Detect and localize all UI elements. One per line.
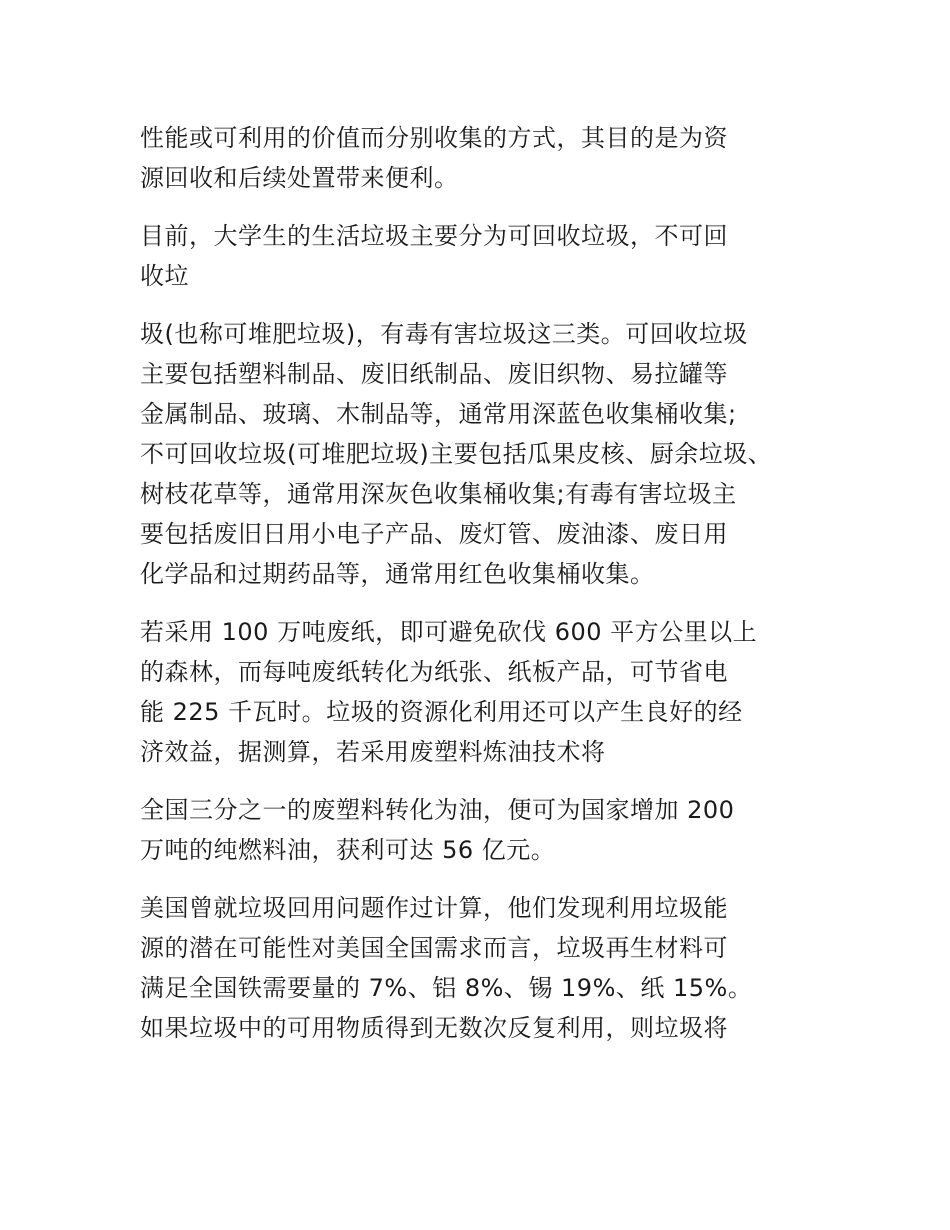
text-line: 济效益，据测算，若采用废塑料炼油技术将 [140, 738, 606, 766]
text-line: 若采用 100 万吨废纸，即可避免砍伐 600 平方公里以上 [140, 618, 758, 646]
paragraph-sorting-purpose [140, 118, 840, 198]
paragraph-waste-categories-intro [140, 216, 840, 296]
text-line: 如果垃圾中的可用物质得到无数次反复利用，则垃圾将 [140, 1014, 728, 1042]
text-line: 美国曾就垃圾回用问题作过计算，他们发现利用垃圾能 [140, 894, 728, 922]
text-line: 万吨的纯燃料油，获利可达 56 亿元。 [140, 836, 556, 864]
text-line: 不可回收垃圾(可堆肥垃圾)主要包括瓜果皮核、厨余垃圾、 [140, 440, 773, 468]
paragraph-waste-categories-detail [140, 314, 840, 594]
text-line: 目前，大学生的生活垃圾主要分为可回收垃圾，不可回 [140, 222, 728, 250]
text-line: 要包括废旧日用小电子产品、废灯管、废油漆、废日用 [140, 520, 728, 548]
paragraph-recycling-benefits [140, 612, 840, 772]
text-line: 全国三分之一的废塑料转化为油，便可为国家增加 200 [140, 796, 735, 824]
text-line: 树枝花草等，通常用深灰色收集桶收集;有毒有害垃圾主 [140, 480, 737, 508]
text-line: 的森林，而每吨废纸转化为纸张、纸板产品，可节省电 [140, 658, 728, 686]
text-line: 源的潜在可能性对美国全国需求而言，垃圾再生材料可 [140, 934, 728, 962]
text-line: 化学品和过期药品等，通常用红色收集桶收集。 [140, 560, 655, 588]
paragraph-plastic-to-oil [140, 790, 840, 870]
text-line: 主要包括塑料制品、废旧纸制品、废旧织物、易拉罐等 [140, 360, 728, 388]
text-line: 金属制品、玻璃、木制品等，通常用深蓝色收集桶收集; [140, 400, 737, 428]
document-body [140, 118, 840, 1066]
text-line: 满足全国铁需要量的 7%、铝 8%、锡 19%、纸 15%。 [140, 974, 753, 1002]
text-line: 能 225 千瓦时。垃圾的资源化利用还可以产生良好的经 [140, 698, 743, 726]
text-line: 收垃 [140, 262, 189, 290]
paragraph-us-waste-reuse [140, 888, 840, 1048]
text-line: 源回收和后续处置带来便利。 [140, 164, 459, 192]
text-line: 圾(也称可堆肥垃圾)，有毒有害垃圾这三类。可回收垃圾 [140, 320, 748, 348]
text-line: 性能或可利用的价值而分别收集的方式，其目的是为资 [140, 124, 728, 152]
